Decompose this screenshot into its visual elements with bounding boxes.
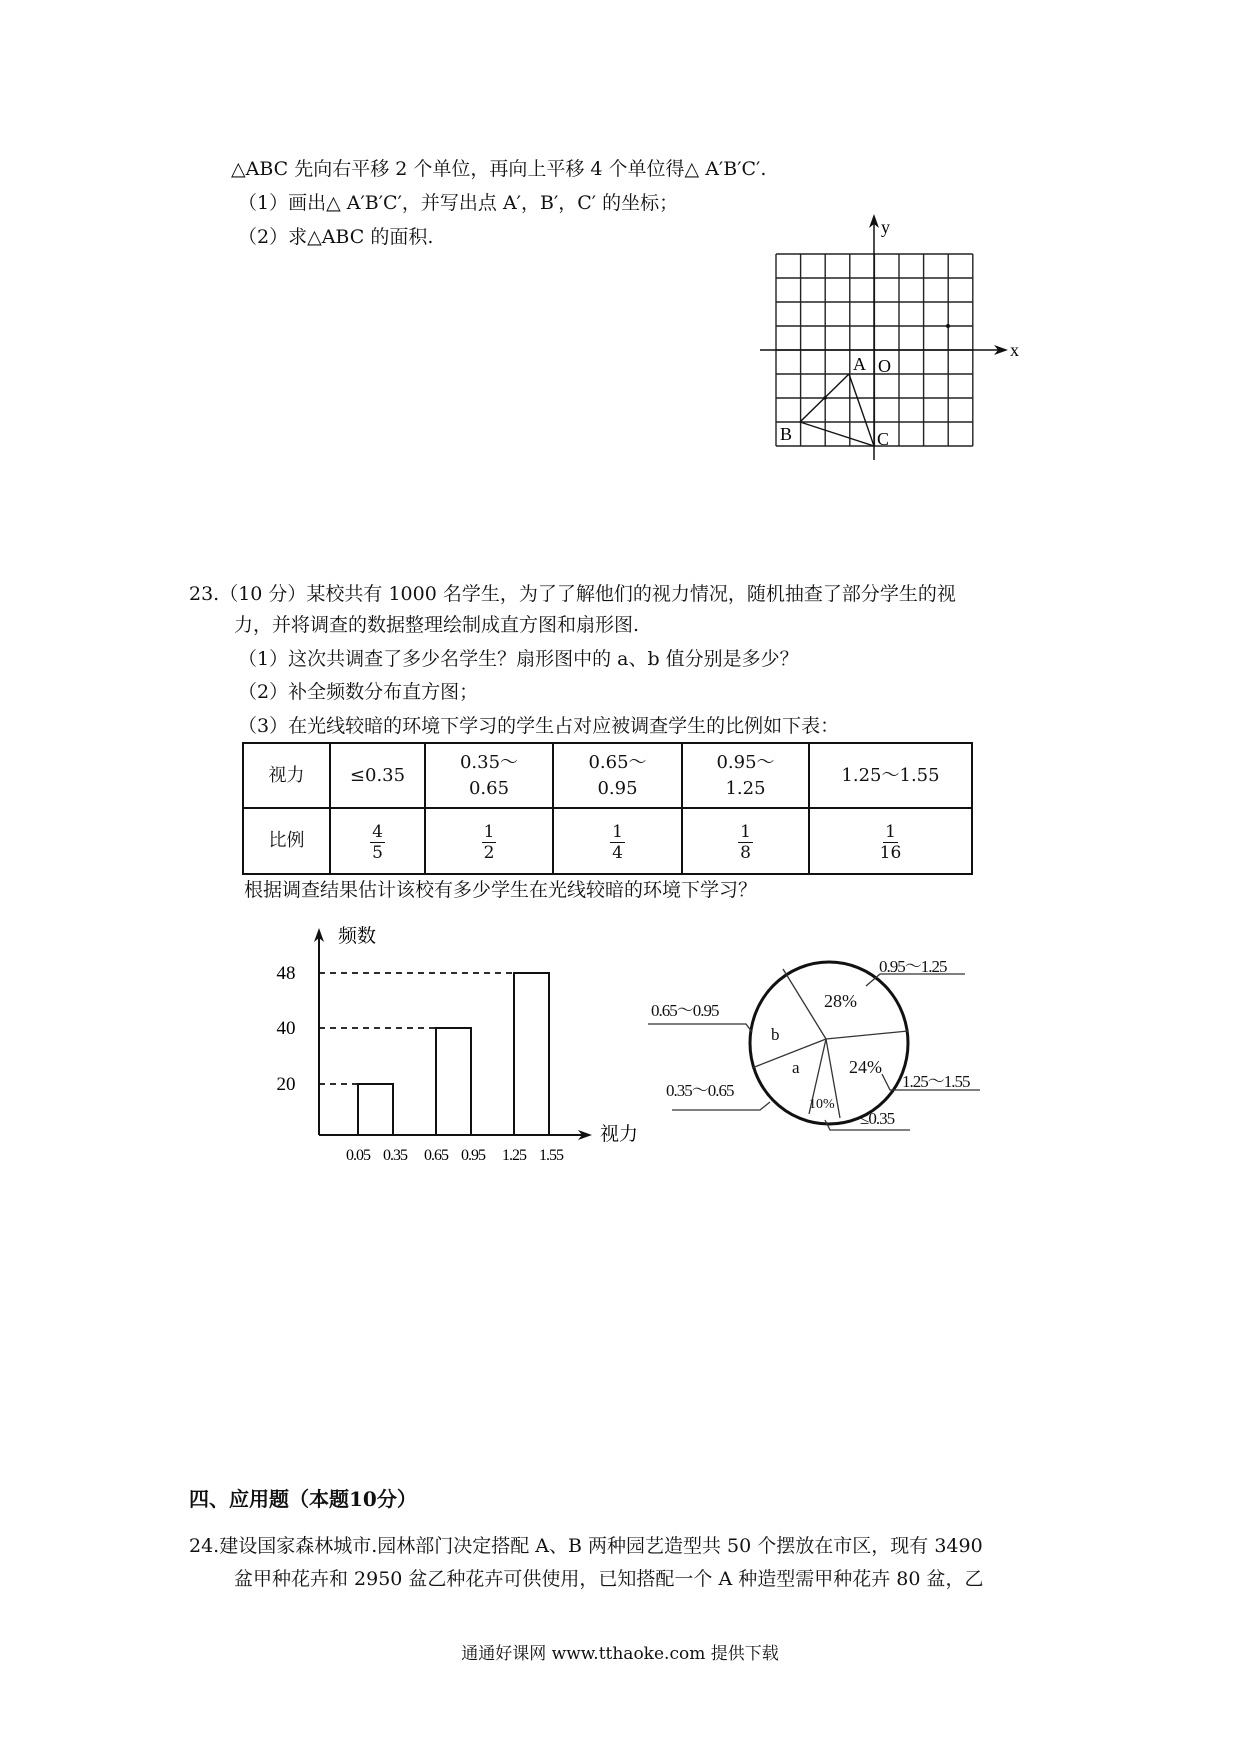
table-header: 视力: [243, 743, 330, 808]
range-start: 0.65～: [588, 751, 647, 773]
fraction: $\frac{1}{4}$: [612, 822, 623, 863]
x-tick-label: 1.55: [539, 1147, 563, 1164]
footer: 通通好课网 www.tthaoke.com 提供下载: [461, 1644, 779, 1664]
fraction: $\frac{1}{2}$: [483, 822, 495, 863]
pie-label: 1.25～1.55: [902, 1072, 970, 1091]
q22-part1: （1）画出△ A′B′C′，并写出点 A′，B′，C′ 的坐标；: [238, 192, 679, 214]
pie-label: ≤0.35: [860, 1109, 895, 1128]
range-end: 0.65: [468, 777, 510, 799]
pie-value: 10%: [809, 1097, 835, 1112]
pie-label: 0.65～0.95: [651, 1001, 719, 1020]
table-cell: ≤0.35: [330, 743, 425, 808]
hist-y-label: 频数: [338, 926, 377, 947]
x-tick-label: 0.95: [461, 1147, 485, 1164]
q23-part3: （3）在光线较暗的环境下学习的学生占对应被调查学生的比例如下表：: [238, 715, 840, 737]
q24-line1: 24.建设国家森林城市.园林部门决定搭配 A、B 两种园艺造型共 50 个摆放在市区，现有 3490: [189, 1535, 983, 1557]
leader-line: [648, 1024, 752, 1032]
pie-value: 28%: [824, 991, 857, 1011]
q24-line2: 盆甲种花卉和 2950 盆乙种花卉可供使用，已知搭配一个 A 种造型需甲种花卉 80 盆，乙: [234, 1568, 984, 1590]
pie-divider: [783, 969, 826, 1039]
pie-value: a: [792, 1058, 800, 1077]
pie-label: 0.35～0.65: [666, 1081, 734, 1100]
fraction: $\frac{1}{16}$: [879, 822, 902, 863]
x-tick-label: 0.65: [424, 1147, 448, 1164]
range-start: 0.35～: [459, 751, 519, 773]
point-b-label: B: [780, 424, 793, 444]
y-tick-label: 20: [276, 1074, 296, 1095]
q23-part1: （1）这次共调查了多少名学生？扇形图中的 a、b 值分别是多少？: [238, 648, 799, 670]
q23-part2: （2）补全频数分布直方图；: [238, 681, 479, 703]
q23-question: 根据调查结果估计该校有多少学生在光线较暗的环境下学习？: [244, 879, 758, 901]
point-c-label: C: [877, 429, 890, 449]
pie-value: b: [771, 1025, 780, 1044]
origin-label: O: [878, 356, 891, 376]
pie-label: 0.95～1.25: [879, 957, 947, 976]
section-4-title: 四、应用题（本题10分）: [189, 1487, 417, 1511]
x-tick-label: 0.05: [346, 1147, 370, 1164]
q23-stem-line2: 力，并将调查的数据整理绘制成直方图和扇形图.: [234, 614, 640, 636]
point-a-label: A: [853, 354, 866, 374]
pie-value: 24%: [849, 1057, 882, 1077]
x-axis-label: x: [1010, 340, 1019, 360]
fraction: $\frac{1}{8}$: [740, 822, 751, 863]
table-cell: 1.25～1.55: [809, 743, 972, 808]
x-tick-label: 0.35: [383, 1147, 407, 1164]
y-axis-label: y: [881, 217, 890, 237]
x-tick-label: 1.25: [502, 1147, 526, 1164]
pie-divider: [752, 1039, 826, 1068]
range-end: 0.95: [597, 777, 638, 799]
y-tick-label: 48: [276, 963, 296, 984]
pie-divider: [826, 1031, 908, 1039]
table-header: 比例: [243, 808, 330, 874]
fraction: $\frac{4}{5}$: [372, 822, 383, 863]
q22-part2: （2）求△ABC 的面积.: [238, 226, 434, 248]
leader-line: [672, 1102, 770, 1110]
y-tick-label: 40: [276, 1018, 296, 1039]
q22-intro: △ABC 先向右平移 2 个单位，再向上平移 4 个单位得△ A′B′C′.: [231, 158, 767, 180]
hist-x-label: 视力: [600, 1124, 639, 1145]
range-end: 1.25: [725, 777, 766, 799]
range-start: 0.95～: [716, 751, 775, 773]
q23-stem-line1: 23.（10 分）某校共有 1000 名学生，为了了解他们的视力情况，随机抽查了部分学生的视: [189, 583, 956, 605]
